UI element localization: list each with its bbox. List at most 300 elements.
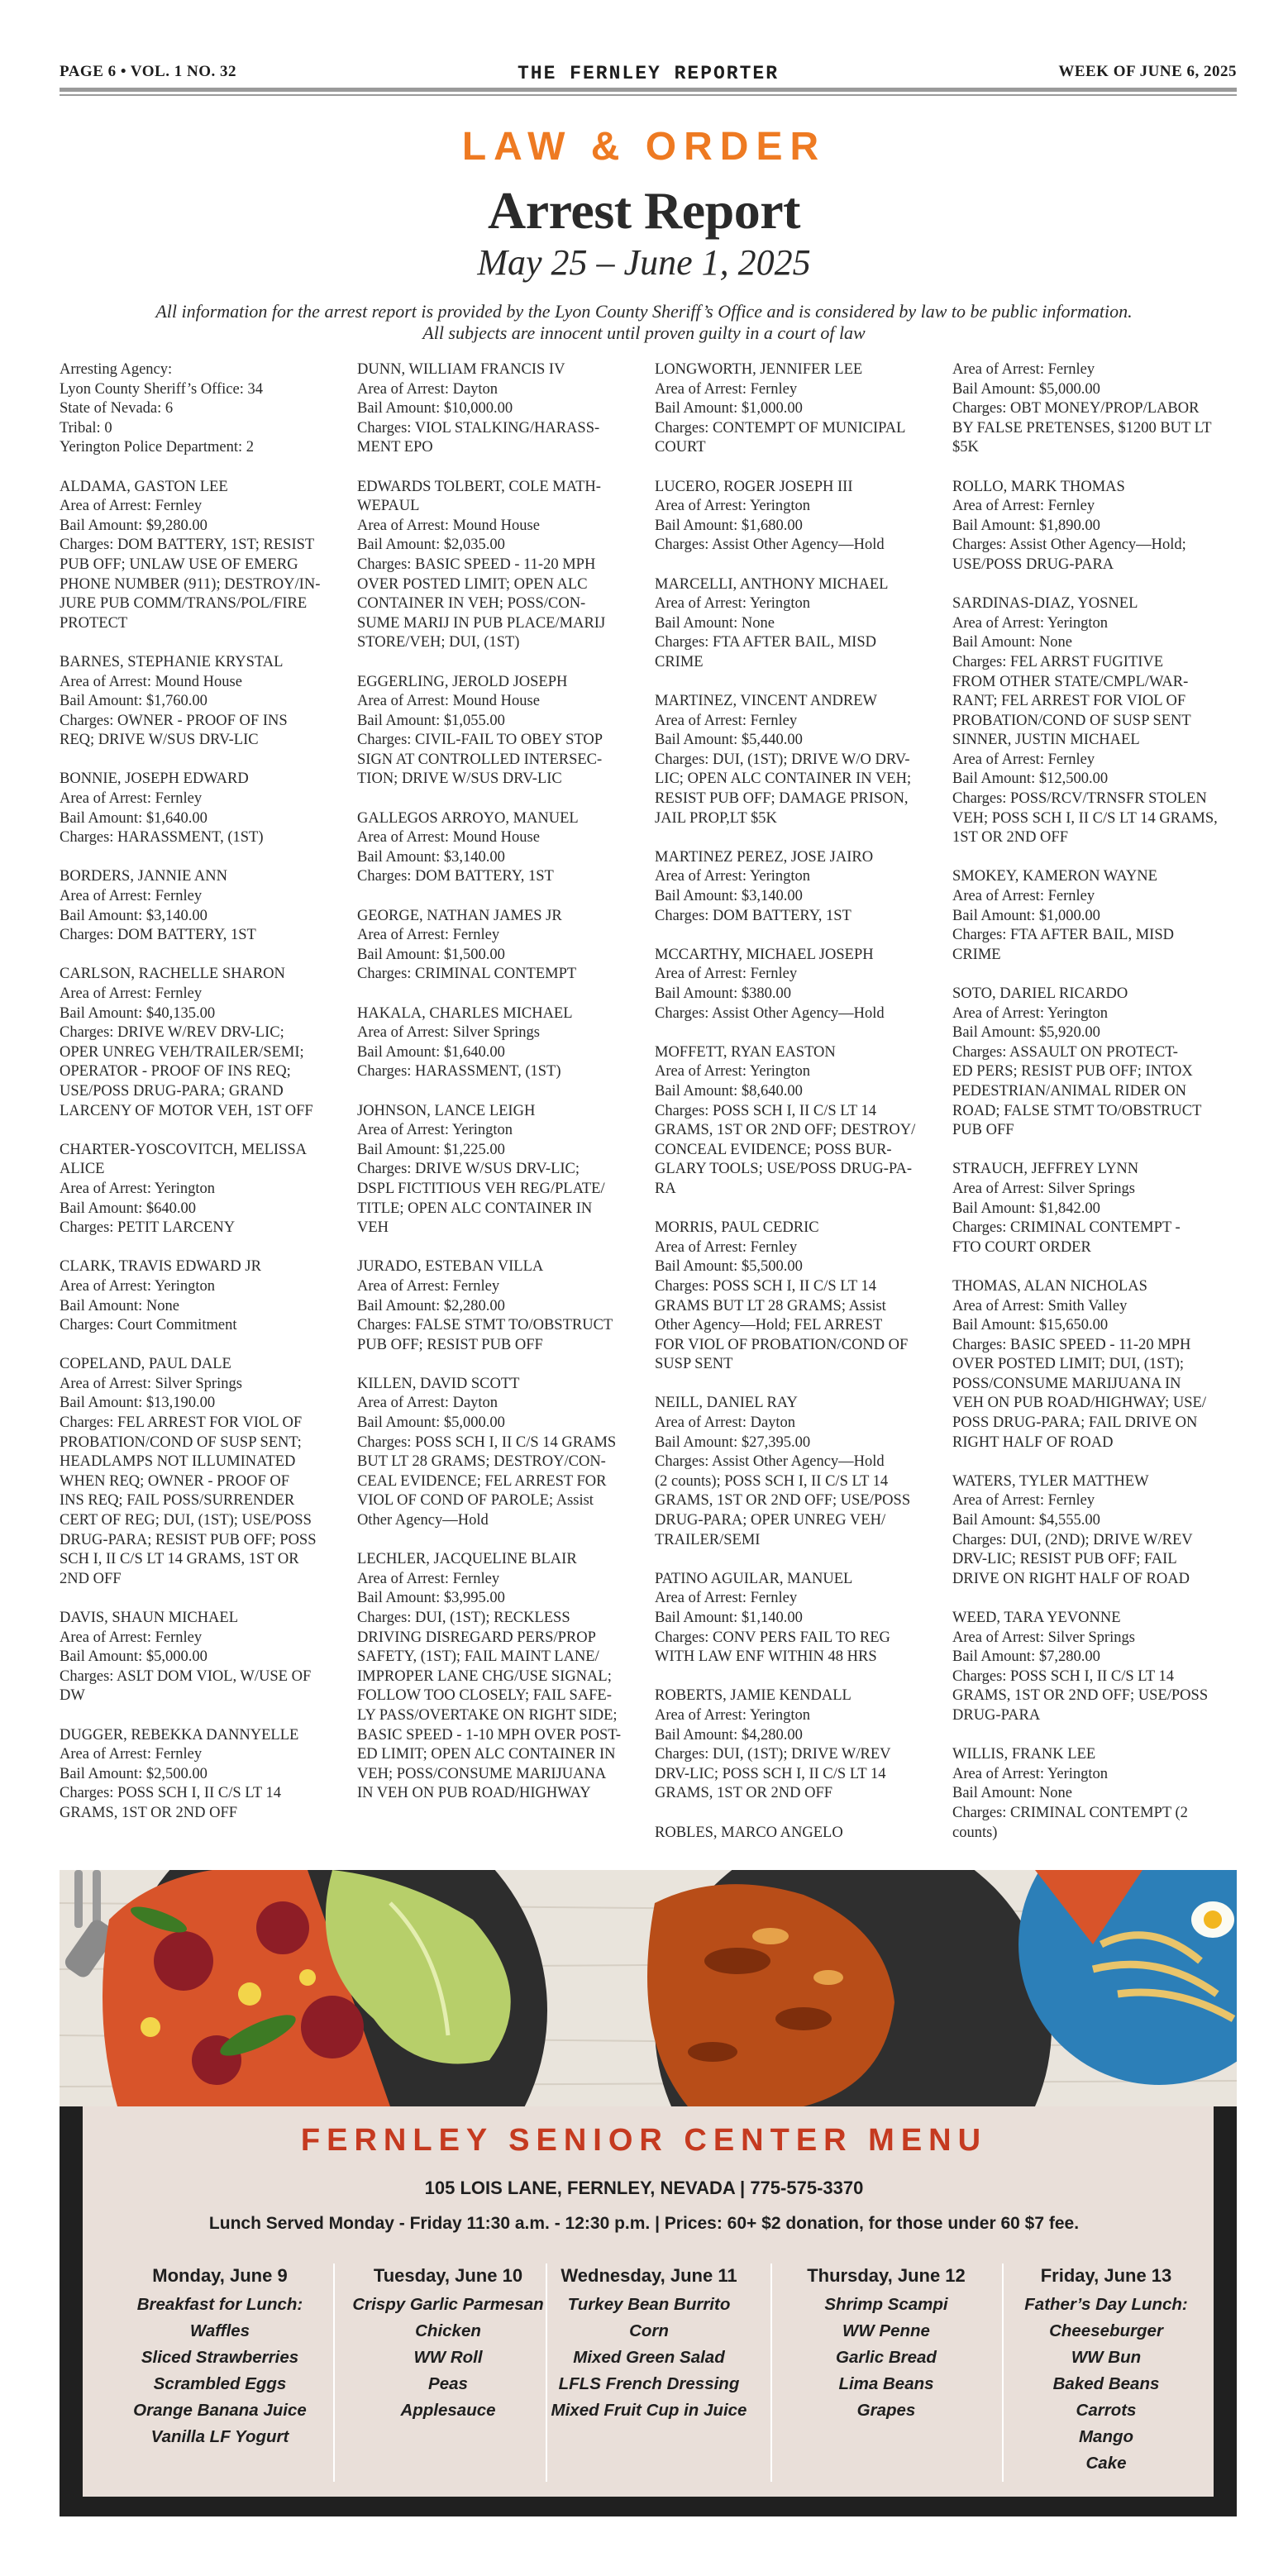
arrest-entry <box>357 1102 648 1238</box>
arrest-entry-line: WHEN REQ; OWNER - PROOF OF <box>60 1472 290 1490</box>
arrest-entry-line: Bail Amount: $640.00 <box>60 1200 196 1217</box>
arrest-entry <box>60 1355 351 1589</box>
arrest-entry-line: Area of Arrest: Fernley <box>60 790 203 808</box>
arrest-entry-line: COPELAND, PAUL DALE <box>60 1356 231 1373</box>
arrest-entry-line: Area of Arrest: Yerington <box>357 1122 513 1139</box>
arrest-entry-line: Bail Amount: $1,890.00 <box>952 517 1100 534</box>
arrest-entry-line: PATINO AGUILAR, MANUEL <box>655 1570 853 1587</box>
arrest-entry-line: CERT OF REG; DUI, (1ST); USE/POSS <box>60 1512 312 1529</box>
arrest-entry-line: 2ND OFF <box>60 1570 122 1587</box>
arrest-entry-line: OVER POSTED LIMIT; OPEN ALC <box>357 575 588 593</box>
arrest-entry-line: Charges: FALSE STMT TO/OBSTRUCT <box>357 1317 613 1334</box>
arrest-entry <box>357 809 648 887</box>
menu-item: LFLS French Dressing <box>558 2374 740 2393</box>
arrest-entry-line: SMOKEY, KAMERON WAYNE <box>952 868 1157 885</box>
arrest-entry-line: Bail Amount: $4,555.00 <box>952 1512 1100 1529</box>
arrest-entry-line: OPERATOR - PROOF OF INS REQ; <box>60 1063 291 1080</box>
arrest-entry-line: GRAMS, 1ST OR 2ND OFF <box>655 1785 833 1802</box>
arrest-entry-line: CRIME <box>952 946 1001 963</box>
arrest-entry-line: REQ; DRIVE W/SUS DRV-LIC <box>60 732 259 749</box>
arrest-entry-line: BARNES, STEPHANIE KRYSTAL <box>60 653 284 670</box>
arrest-entry-line: PHONE NUMBER (911); DESTROY/IN- <box>60 575 321 593</box>
arrest-entry-line: Bail Amount: None <box>952 1785 1072 1802</box>
arrest-entry-line: HAKALA, CHARLES MICHAEL <box>357 1004 573 1022</box>
arrest-entry-line: Charges: FTA AFTER BAIL, MISD <box>655 634 876 651</box>
arrest-entry-line: $5K <box>952 439 979 456</box>
arrest-entry-line: SIGN AT CONTROLLED INTERSEC- <box>357 751 603 768</box>
arrest-entry-line: Area of Arrest: Fernley <box>655 712 798 729</box>
arrest-entry-line: DRV-LIC; RESIST PUB OFF; FAIL <box>952 1551 1177 1568</box>
arrest-entry-line: Bail Amount: None <box>952 634 1072 651</box>
arrest-entry-line: Area of Arrest: Mound House <box>60 673 242 690</box>
arrest-entry-line: Bail Amount: $2,035.00 <box>357 537 505 554</box>
arrest-entry-line: BASIC SPEED - 1-10 MPH OVER POST- <box>357 1726 622 1744</box>
disclaimer <box>0 301 1288 344</box>
arrest-entry-line: Area of Arrest: Fernley <box>60 1629 203 1646</box>
arrest-entry-line: VEH <box>357 1219 389 1237</box>
arrest-entry-line: Charges: Assist Other Agency—Hold <box>655 1004 885 1022</box>
arrest-entry <box>655 1043 946 1200</box>
menu-divider <box>333 2264 335 2482</box>
arrest-entry-line: Charges: Assist Other Agency—Hold; <box>952 537 1186 554</box>
arrest-entry-line: Bail Amount: $1,140.00 <box>655 1610 803 1626</box>
arrest-entry-line: Charges: DUI, (2ND); DRIVE W/REV <box>952 1531 1193 1548</box>
arrest-entry-line: FTO COURT ORDER <box>952 1238 1091 1256</box>
menu-item: Father’s Day Lunch: <box>1024 2295 1188 2314</box>
arrest-entry-line: Area of Arrest: Yerington <box>60 1277 216 1295</box>
arrest-entry <box>655 478 946 556</box>
menu-divider <box>770 2264 772 2482</box>
arrest-entry <box>357 673 648 790</box>
arrest-entry <box>357 1257 648 1355</box>
arrest-entry <box>952 478 1243 575</box>
arrest-entry-line: Area of Arrest: Yerington <box>655 595 811 613</box>
arrest-entry-line: Charges: FEL ARRST FUGITIVE <box>952 653 1164 670</box>
arrest-entry-line: Bail Amount: $27,395.00 <box>655 1433 811 1451</box>
arrest-entry-line: Charges: Assist Other Agency—Hold <box>655 1453 885 1471</box>
arrest-entry-line: Bail Amount: $13,190.00 <box>60 1395 216 1412</box>
arrest-entry-line: ROBLES, MARCO ANGELO <box>655 1824 843 1841</box>
arrest-entry-line: DRV-LIC; POSS SCH I, II C/S LT 14 <box>655 1765 886 1782</box>
arrest-entry-line: MARTINEZ, VINCENT ANDREW <box>655 693 878 710</box>
arrest-entry <box>60 1609 351 1706</box>
arrest-entry-line: Area of Arrest: Yerington <box>655 498 811 515</box>
arrest-entry-line: Bail Amount: $8,640.00 <box>655 1082 803 1100</box>
arrest-entry-line: VEH; POSS/CONSUME MARIJUANA <box>357 1765 607 1782</box>
arrest-entry-line: FOR VIOL OF PROBATION/COND OF <box>655 1336 909 1353</box>
arrest-entry-line: Charges: DOM BATTERY, 1ST <box>357 868 554 885</box>
arrest-entry-line: Bail Amount: $1,842.00 <box>952 1200 1100 1217</box>
arrest-entry-line: Charges: DOM BATTERY, 1ST <box>655 907 852 924</box>
arrest-entry-line: EDWARDS TOLBERT, COLE MATH- <box>357 478 601 495</box>
arrest-entry-line: Area of Arrest: Silver Springs <box>952 1629 1135 1646</box>
arrest-entry-line: DRIVING DISREGARD PERS/PROP <box>357 1629 596 1646</box>
arrest-entry <box>60 653 351 751</box>
arrest-entry-line: Area of Arrest: Fernley <box>60 1746 203 1763</box>
arrest-entry <box>357 1550 648 1804</box>
arrest-entry-line: Bail Amount: $3,140.00 <box>655 888 803 905</box>
arrest-entry-line: Charges: POSS SCH I, II C/S LT 14 <box>60 1785 281 1802</box>
arrest-entry <box>60 1257 351 1335</box>
arrest-entry-line: HEADLAMPS NOT ILLUMINATED <box>60 1453 296 1471</box>
arrest-entry-line: GALLEGOS ARROYO, MANUEL <box>357 809 579 827</box>
arrest-entry-line: Charges: DUI, (1ST); DRIVE W/REV <box>655 1746 891 1763</box>
arrest-entry-line: Area of Arrest: Yerington <box>952 1004 1109 1022</box>
arrest-entry-line: Charges: FEL ARREST FOR VIOL OF <box>60 1414 303 1432</box>
arrest-entry-line: Area of Arrest: Yerington <box>655 1063 811 1080</box>
arrest-entry-line: LIC; OPEN ALC CONTAINER IN VEH; <box>655 770 912 788</box>
arrest-entry-line: GRAMS, 1ST OR 2ND OFF <box>60 1804 238 1821</box>
arrest-entry <box>655 1394 946 1550</box>
food-photo-illustration <box>60 1870 1237 2106</box>
menu-item: Sliced Strawberries <box>141 2348 299 2367</box>
arrest-entry-line: Area of Arrest: Fernley <box>952 751 1095 768</box>
arrest-entry-line: Charges: POSS SCH I, II C/S LT 14 <box>655 1277 876 1295</box>
arrest-entry-line: TION; DRIVE W/SUS DRV-LIC <box>357 770 562 788</box>
arrest-entry <box>952 1745 1243 1843</box>
arrest-entry-line: Yerington Police Department: 2 <box>60 439 254 456</box>
arrest-column-4 <box>952 360 1243 1863</box>
arrest-entry-line: Bail Amount: $4,280.00 <box>655 1726 803 1744</box>
arrest-entry-line: Area of Arrest: Fernley <box>357 927 500 944</box>
arrest-entry-line: BY FALSE PRETENSES, $1200 BUT LT <box>952 419 1212 436</box>
arrest-entry-line: Area of Arrest: Dayton <box>357 1395 499 1412</box>
food-photo-banner <box>60 1870 1237 2106</box>
arrest-entry <box>60 478 351 634</box>
arrest-entry-line: STRAUCH, JEFFREY LYNN <box>952 1161 1139 1178</box>
menu-item: Peas <box>428 2374 468 2393</box>
arrest-entry-line: Charges: POSS SCH I, II C/S 14 GRAMS <box>357 1433 617 1451</box>
arrest-entry-line: Bail Amount: $10,000.00 <box>357 400 513 417</box>
menu-item: Orange Banana Juice <box>133 2401 307 2420</box>
arrest-entry-line: JOHNSON, LANCE LEIGH <box>357 1102 536 1119</box>
arrest-entry-line: Bail Amount: $7,280.00 <box>952 1648 1100 1666</box>
arrest-entry-line: Area of Arrest: Silver Springs <box>952 1180 1135 1197</box>
masthead <box>60 63 1237 83</box>
menu-item: Mango <box>1078 2427 1134 2446</box>
arrest-entry-line: RA <box>655 1180 676 1197</box>
arrest-entry-line: Bail Amount: None <box>60 1297 179 1314</box>
menu-item: Vanilla LF Yogurt <box>150 2427 289 2446</box>
menu-item: Garlic Bread <box>836 2348 937 2367</box>
arrest-entry-line: Bail Amount: $15,650.00 <box>952 1317 1109 1334</box>
arrest-entry-line: (2 counts); POSS SCH I, II C/S LT 14 <box>655 1472 889 1490</box>
menu-item: Baked Beans <box>1052 2374 1160 2393</box>
arrest-entry-line: Area of Arrest: Silver Springs <box>357 1024 540 1042</box>
arrest-entry-line: THOMAS, ALAN NICHOLAS <box>952 1277 1147 1295</box>
menu-item: Corn <box>629 2321 669 2340</box>
arrest-entry <box>60 1141 351 1238</box>
arrest-entry-line: Charges: HARASSMENT, (1ST) <box>357 1063 561 1080</box>
date-range: May 25 – June 1, 2025 <box>477 242 811 283</box>
arrest-column-2 <box>357 360 648 1824</box>
arrest-entry-line: ROLLO, MARK THOMAS <box>952 478 1125 495</box>
arrest-entry <box>655 1824 946 1844</box>
arrest-entry-line: VIOL OF COND OF PAROLE; Assist <box>357 1492 594 1510</box>
arrest-entry-line: GRAMS, 1ST OR 2ND OFF; USE/POSS <box>655 1492 911 1510</box>
arrest-entry-line: COURT <box>655 439 706 456</box>
arrest-entry-line: USE/POSS DRUG-PARA; GRAND <box>60 1082 284 1100</box>
arrest-entry-line: ED PERS; RESIST PUB OFF; INTOX <box>952 1063 1193 1080</box>
arrest-entry-line: FOLLOW TOO CLOSELY; FAIL SAFE- <box>357 1687 612 1705</box>
arrest-entry-line: PROBATION/COND OF SUSP SENT; <box>60 1433 302 1451</box>
page-title: Arrest Report <box>488 181 800 240</box>
arrest-entry-line: MARTINEZ PEREZ, JOSE JAIRO <box>655 848 874 866</box>
arrest-entry-line: Charges: CRIMINAL CONTEMPT (2 <box>952 1804 1188 1821</box>
arrest-entry-line: Bail Amount: $1,000.00 <box>655 400 803 417</box>
arrest-entry-line: Bail Amount: $1,055.00 <box>357 712 505 729</box>
arrest-entry-line: MOFFETT, RYAN EASTON <box>655 1043 836 1061</box>
arrest-entry-line: Bail Amount: $5,000.00 <box>357 1414 505 1432</box>
arrest-entry-line: DUNN, WILLIAM FRANCIS IV <box>357 361 565 378</box>
arrest-entry-line: LONGWORTH, JENNIFER LEE <box>655 361 863 378</box>
issue-week: WEEK OF JUNE 6, 2025 <box>1058 63 1237 80</box>
arrest-entry-line: PROBATION/COND OF SUSP SENT <box>952 712 1191 729</box>
arrest-entry-line: Charges: DUI, (1ST); DRIVE W/O DRV- <box>655 751 910 768</box>
arrest-entry-line: Area of Arrest: Yerington <box>655 868 811 885</box>
arrest-entry-line: MARCELLI, ANTHONY MICHAEL <box>655 575 889 593</box>
arrest-entry <box>60 965 351 1121</box>
arrest-entry-line: Area of Arrest: Mound House <box>357 517 540 534</box>
arrest-entry-line: Bail Amount: $3,140.00 <box>357 848 505 866</box>
arrest-entry-line: Charges: DRIVE W/REV DRV-LIC; <box>60 1024 284 1042</box>
disclaimer-line: All information for the arrest report is provided by the Lyon County Sheriff’s Office and is considered by law to be public information. <box>155 301 1133 322</box>
arrest-entry-line: SINNER, JUSTIN MICHAEL <box>952 732 1140 749</box>
menu-day-name: Tuesday, June 10 <box>373 2265 523 2286</box>
menu-item: Cheeseburger <box>1049 2321 1163 2340</box>
arrest-entry-line: CHARTER-YOSCOVITCH, MELISSA <box>60 1141 308 1158</box>
arrest-entry-line: POSS DRUG-PARA; FAIL DRIVE ON <box>952 1414 1198 1432</box>
arrest-entry-line: SCH I, II C/S LT 14 GRAMS, 1ST OR <box>60 1551 299 1568</box>
boiled-egg-icon <box>1191 1901 1234 1938</box>
arrest-entry-line: LECHLER, JACQUELINE BLAIR <box>357 1551 577 1568</box>
arrest-entry-line: 1ST OR 2ND OFF <box>952 829 1068 847</box>
arrest-entry-line: DUGGER, REBEKKA DANNYELLE <box>60 1726 299 1744</box>
masthead-rule-thick <box>60 88 1237 92</box>
arrest-entry-line: PUB OFF; RESIST PUB OFF <box>357 1336 543 1353</box>
menu-item: WW Penne <box>842 2321 930 2340</box>
arrest-entry-line: Bail Amount: $2,500.00 <box>60 1765 208 1782</box>
arrest-entry-line: Area of Arrest: Fernley <box>655 1238 798 1256</box>
arrest-entry-line: Area of Arrest: Dayton <box>357 380 499 398</box>
arrest-entry <box>357 478 648 653</box>
arrest-entry-line: Charges: VIOL STALKING/HARASS- <box>357 419 600 436</box>
arrest-entry-line: Other Agency—Hold; FEL ARREST <box>655 1317 883 1334</box>
arrest-entry-line: Bail Amount: $1,000.00 <box>952 907 1100 924</box>
arrest-entry-line: Charges: POSS/RCV/TRNSFR STOLEN <box>952 790 1207 808</box>
arrest-entry-line: DW <box>60 1687 85 1705</box>
arrest-entry-line: Bail Amount: $2,280.00 <box>357 1297 505 1314</box>
arrest-entry <box>655 848 946 926</box>
arrest-entry-line: LARCENY OF MOTOR VEH, 1ST OFF <box>60 1102 313 1119</box>
menu-item: Breakfast for Lunch: <box>136 2295 303 2314</box>
arrest-entry-line: Area of Arrest: Fernley <box>60 985 203 1002</box>
arrest-entry-line: Charges: DUI, (1ST); RECKLESS <box>357 1610 570 1626</box>
menu-item: Shrimp Scampi <box>824 2295 948 2314</box>
menu-item: Grapes <box>856 2401 916 2420</box>
menu-item: Cake <box>1085 2454 1127 2473</box>
arrest-entry-line: Bail Amount: $12,500.00 <box>952 770 1109 788</box>
menu-item: Scrambled Eggs <box>153 2374 287 2393</box>
arrest-entry-line: VEH; POSS SCH I, II C/S LT 14 GRAMS, <box>952 809 1218 827</box>
arrest-entry-line: GEORGE, NATHAN JAMES JR <box>357 907 562 924</box>
arrest-entry-line: SUSP SENT <box>655 1356 733 1373</box>
arrest-entry-line: Charges: CONTEMPT OF MUNICIPAL <box>655 419 906 436</box>
arrest-entry-line: Charges: BASIC SPEED - 11-20 MPH <box>357 556 596 573</box>
arrest-entry <box>357 360 648 458</box>
arrest-entry-line: OVER POSTED LIMIT; DUI, (1ST); <box>952 1356 1185 1373</box>
arrest-entry-line: PUB OFF; UNLAW USE OF EMERG <box>60 556 298 573</box>
arrest-entry-line: USE/POSS DRUG-PARA <box>952 556 1114 573</box>
menu-item: Chicken <box>415 2321 481 2340</box>
arrest-entry-line: Charges: CRIMINAL CONTEMPT - <box>952 1219 1181 1237</box>
arrest-entry-line: KILLEN, DAVID SCOTT <box>357 1375 520 1392</box>
arrest-entry <box>952 985 1243 1141</box>
menu-day-wednesday <box>537 2264 761 2424</box>
arrest-entry-line: ROAD; FALSE STMT TO/OBSTRUCT <box>952 1102 1202 1119</box>
arrest-entry-line: Area of Arrest: Smith Valley <box>952 1297 1128 1314</box>
arrest-entry <box>655 692 946 828</box>
arrest-entry-line: Charges: CONV PERS FAIL TO REG <box>655 1629 890 1646</box>
arrest-entry-line: JAIL PROP,LT $5K <box>655 809 777 827</box>
arrest-entry-line: Bail Amount: $5,000.00 <box>952 380 1100 398</box>
menu-day-friday <box>995 2264 1218 2477</box>
arrest-entry-line: MENT EPO <box>357 439 433 456</box>
arrest-entry-line: DAVIS, SHAUN MICHAEL <box>60 1610 239 1626</box>
menu-item: Carrots <box>1076 2401 1137 2420</box>
arrest-entry-line: EGGERLING, JEROLD JOSEPH <box>357 673 568 690</box>
menu-item: Turkey Bean Burrito <box>567 2295 731 2314</box>
arrest-entry-line: Bail Amount: $40,135.00 <box>60 1004 216 1022</box>
menu-item: WW Roll <box>413 2348 483 2367</box>
arrest-entry-line: JURE PUB COMM/TRANS/POL/FIRE <box>60 595 308 613</box>
arrest-entry <box>357 1375 648 1531</box>
arrest-entry-line: Arresting Agency: <box>60 361 173 378</box>
arrest-entry-line: Area of Arrest: Yerington <box>952 614 1109 632</box>
arrest-entry <box>60 770 351 847</box>
arrest-entry-line: Charges: CRIMINAL CONTEMPT <box>357 966 577 983</box>
arrest-entry <box>952 1609 1243 1726</box>
arrest-entry-line: WILLIS, FRANK LEE <box>952 1746 1096 1763</box>
arrest-entry-line: Bail Amount: $3,140.00 <box>60 907 208 924</box>
arrest-entry-line: Bail Amount: $9,280.00 <box>60 517 208 534</box>
arrest-entry-line: Area of Arrest: Fernley <box>357 1570 500 1587</box>
arrest-entry-line: Bail Amount: None <box>655 614 775 632</box>
arrest-entry-line: Bail Amount: $1,500.00 <box>357 946 505 963</box>
arrest-entry-line: Area of Arrest: Yerington <box>952 1765 1109 1782</box>
menu-day-name: Thursday, June 12 <box>807 2265 966 2286</box>
arrest-entry-line: LUCERO, ROGER JOSEPH III <box>655 478 853 495</box>
arrest-entry-line: DRUG-PARA <box>952 1706 1041 1724</box>
arrest-entry-line: Charges: DRIVE W/SUS DRV-LIC; <box>357 1161 580 1178</box>
arrest-entry-line: WEED, TARA YEVONNE <box>952 1610 1121 1626</box>
arrest-entry <box>357 907 648 985</box>
arrest-entry-line: BONNIE, JOSEPH EDWARD <box>60 770 249 788</box>
arrest-entry-line: Area of Arrest: Fernley <box>655 380 798 398</box>
arrest-entry-line: Charges: FTA AFTER BAIL, MISD <box>952 927 1174 944</box>
arrest-entry-line: ALDAMA, GASTON LEE <box>60 478 228 495</box>
arrest-entry-line: Area of Arrest: Fernley <box>60 498 203 515</box>
menu-item: Lima Beans <box>838 2374 934 2393</box>
arrest-entry-line: TRAILER/SEMI <box>655 1531 761 1548</box>
masthead-rule-thin <box>60 94 1237 96</box>
newspaper-name: THE FERNLEY REPORTER <box>517 63 780 84</box>
arrest-entry-line: Charges: DOM BATTERY, 1ST <box>60 927 256 944</box>
menu-item: WW Bun <box>1071 2348 1142 2367</box>
arrest-entry-line: SOTO, DARIEL RICARDO <box>952 985 1128 1002</box>
arrest-entry-line: Bail Amount: $1,225.00 <box>357 1141 505 1158</box>
arrest-entry-line: POSS/CONSUME MARIJUANA IN <box>952 1375 1181 1392</box>
arrest-entry-line: MORRIS, PAUL CEDRIC <box>655 1219 819 1237</box>
arrest-entry-line: DRUG-PARA; OPER UNREG VEH/ <box>655 1512 886 1529</box>
arrest-entry <box>60 360 351 458</box>
arrest-entry-line: IN VEH ON PUB ROAD/HIGHWAY <box>357 1785 591 1802</box>
arrest-entry-line: Charges: ASSAULT ON PROTECT- <box>952 1043 1178 1061</box>
arrest-entry-line: TITLE; OPEN ALC CONTAINER IN <box>357 1200 593 1217</box>
arrest-entry-line: WEPAUL <box>357 498 420 515</box>
arrest-entry-line: RANT; FEL ARREST FOR VIOL OF <box>952 693 1186 710</box>
arrest-entry-line: DRUG-PARA; RESIST PUB OFF; POSS <box>60 1531 317 1548</box>
arrest-entry-line: Area of Arrest: Fernley <box>60 888 203 905</box>
arrest-entry-line: Charges: POSS SCH I, II C/S LT 14 <box>655 1102 876 1119</box>
arrest-entry-line: IMPROPER LANE CHG/USE SIGNAL; <box>357 1667 612 1685</box>
arrest-entry-line: Area of Arrest: Fernley <box>357 1277 500 1295</box>
menu-day-name: Friday, June 13 <box>1040 2265 1172 2286</box>
arrest-entry-line: Tribal: 0 <box>60 419 112 436</box>
arrest-entry-line: Bail Amount: $1,640.00 <box>357 1043 505 1061</box>
arrest-entry-line: Area of Arrest: Fernley <box>952 1492 1095 1510</box>
arrest-entry-line: STORE/VEH; DUI, (1ST) <box>357 634 520 651</box>
arrest-entry-line: Bail Amount: $1,760.00 <box>60 693 208 710</box>
arrest-entry-line: Bail Amount: $1,680.00 <box>655 517 803 534</box>
arrest-entry <box>655 360 946 458</box>
arrest-entry-line: ED LIMIT; OPEN ALC CONTAINER IN <box>357 1746 616 1763</box>
arrest-entry-line: Bail Amount: $5,500.00 <box>655 1258 803 1276</box>
arrest-entry-line: BUT LT 28 GRAMS; DESTROY/CON- <box>357 1453 606 1471</box>
arrest-entry-line: Area of Arrest: Fernley <box>655 1590 798 1607</box>
arrest-entry <box>952 360 1243 458</box>
arrest-entry-line: Area of Arrest: Mound House <box>357 829 540 847</box>
arrest-entry-line: PROTECT <box>60 614 128 632</box>
arrest-entry-line: DSPL FICTITIOUS VEH REG/PLATE/ <box>357 1180 605 1197</box>
menu-day-thursday <box>775 2264 998 2424</box>
arrest-entry-line: SUME MARIJ IN PUB PLACE/MARIJ <box>357 614 606 632</box>
arrest-entry-line: CONCEAL EVIDENCE; POSS BUR- <box>655 1141 892 1158</box>
arrest-entry-line: State of Nevada: 6 <box>60 400 174 417</box>
arrest-entry-line: RIGHT HALF OF ROAD <box>952 1433 1114 1451</box>
arrest-entry-line: Other Agency—Hold <box>357 1512 489 1529</box>
arrest-entry-line: MCCARTHY, MICHAEL JOSEPH <box>655 946 874 963</box>
arrest-entry <box>655 946 946 1023</box>
arrest-entry-line: Charges: OBT MONEY/PROP/LABOR <box>952 400 1200 417</box>
arrest-entry-line: ROBERTS, JAMIE KENDALL <box>655 1687 852 1705</box>
menu-day-name: Monday, June 9 <box>152 2265 288 2286</box>
menu-title: FERNLEY SENIOR CENTER MENU <box>300 2123 988 2158</box>
arrest-entry-line: Bail Amount: $5,440.00 <box>655 732 803 749</box>
section-label: LAW & ORDER <box>461 125 827 169</box>
arrest-entry <box>952 594 1243 848</box>
arrest-entry-line: FROM OTHER STATE/CMPL/WAR- <box>952 673 1189 690</box>
menu-item: Mixed Green Salad <box>573 2348 725 2367</box>
arrest-entry-line: GRAMS, 1ST OR 2ND OFF; DESTROY/ <box>655 1122 916 1139</box>
arrest-entry-line: CLARK, TRAVIS EDWARD JR <box>60 1258 261 1276</box>
arrest-entry-line: OPER UNREG VEH/TRAILER/SEMI; <box>60 1043 304 1061</box>
menu-item: Applesauce <box>400 2401 496 2420</box>
arrest-entry-line: GRAMS, 1ST OR 2ND OFF; USE/POSS <box>952 1687 1209 1705</box>
arrest-entry <box>655 575 946 673</box>
arrest-entry-line: CRIME <box>655 653 704 670</box>
arrest-entry <box>952 1472 1243 1590</box>
